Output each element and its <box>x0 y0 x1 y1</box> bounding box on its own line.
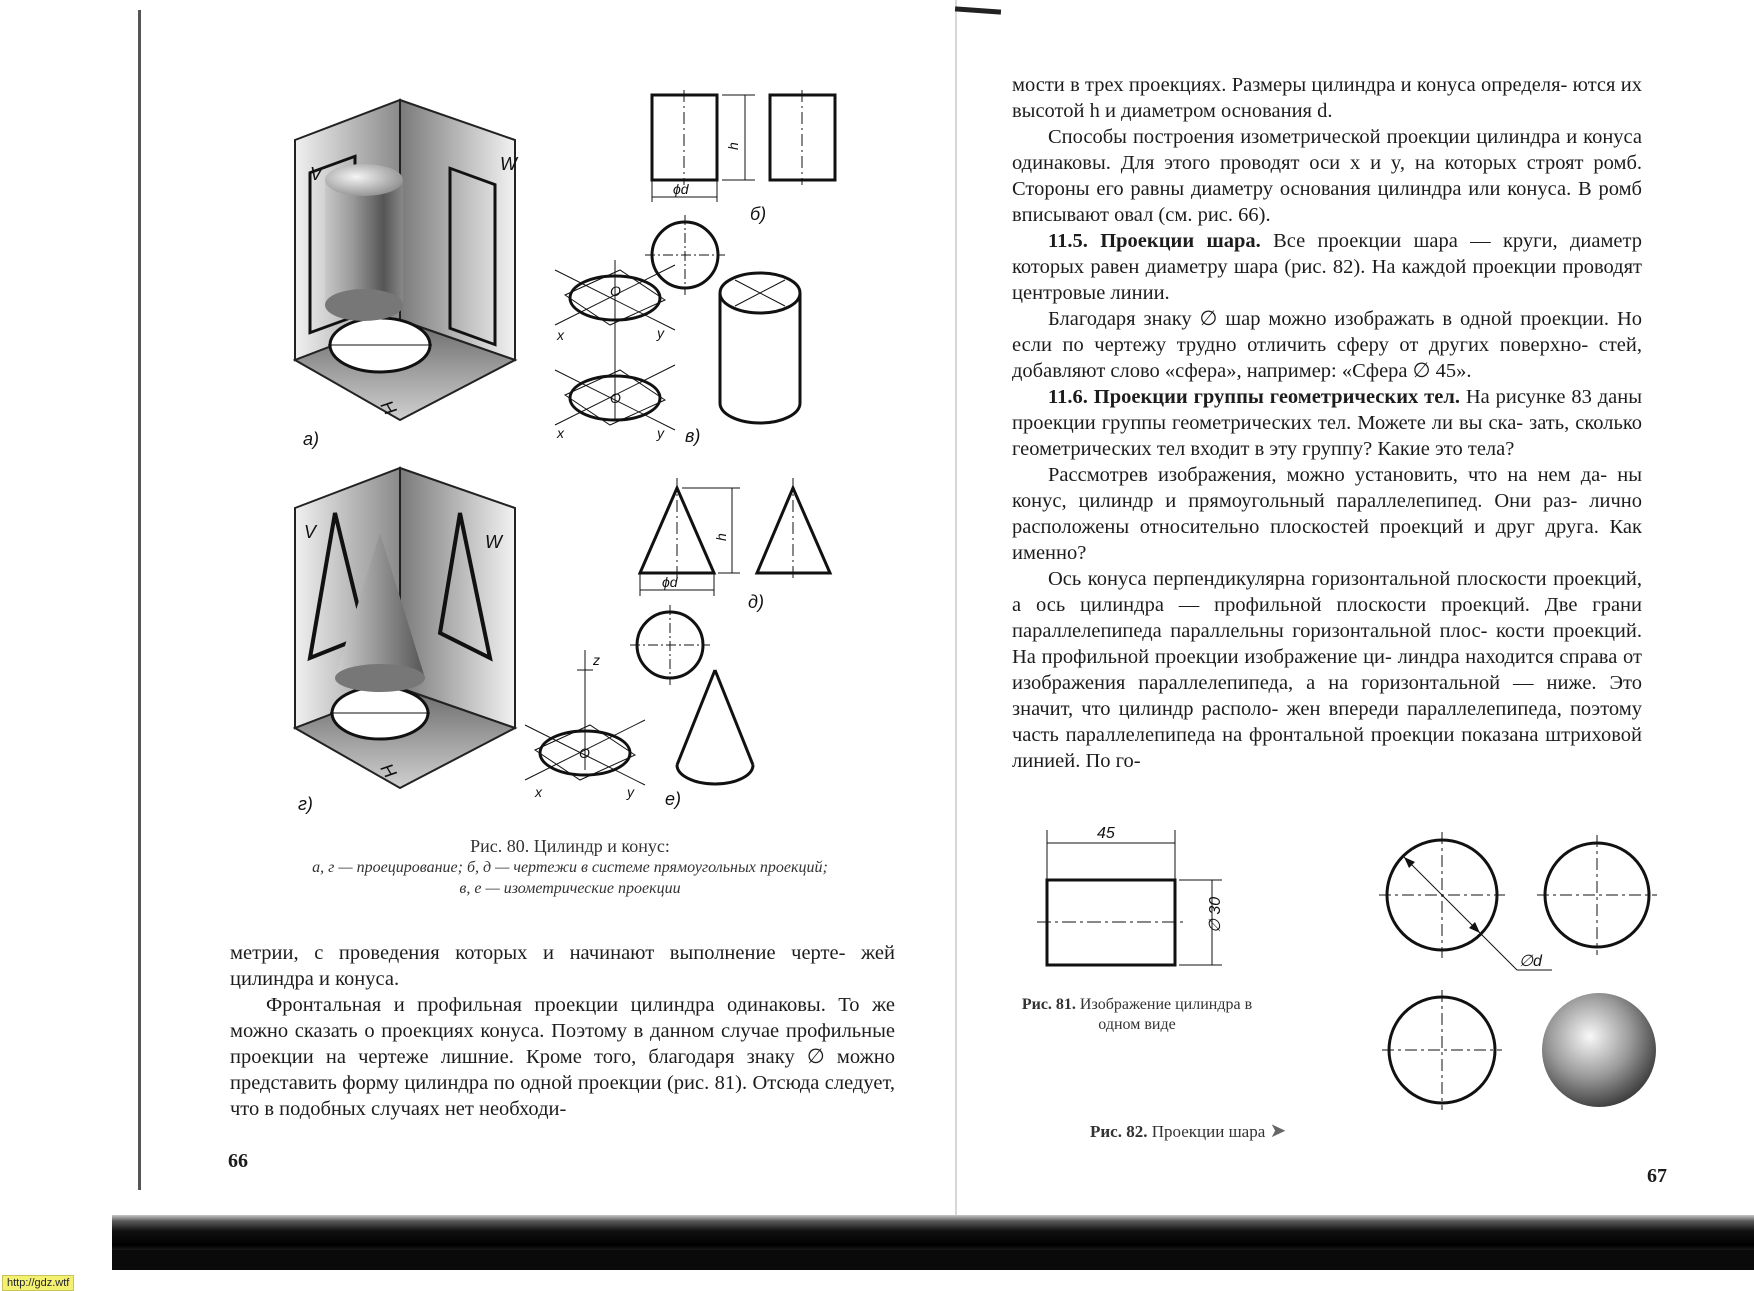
figure-v-label: в) <box>685 426 701 446</box>
axis-o-label-e: O <box>579 745 590 761</box>
axis-y-label-top: y <box>657 325 664 341</box>
figure-81-cylinder-one-view <box>1027 825 1257 975</box>
arrow-right-icon: ➤ <box>1269 1120 1287 1142</box>
dim-d-label: ϕd <box>673 181 689 197</box>
svg-text:а): а) <box>303 429 320 449</box>
figure-v-cylinder-isometric <box>545 220 825 450</box>
right-paragraph-2: Способы построения изометрической проекции цилиндра и конуса одинаковы. Для этого проводят оси x и y, на которых строят ромб. Стороны его равны диаметру основания цилиндра или конуса. В ромб вписывают овал (см. рис. 66). <box>1012 126 1642 226</box>
figure-g-cone-projection <box>290 468 530 798</box>
figure-a-label <box>303 425 343 455</box>
figure-d-cone-drawing <box>630 478 840 612</box>
right-paragraph-4: Благодаря знаку ∅ шар можно изображать в одной проекции. Но если по чертежу трудно отличить сферу от других поверхно- стей, добавляют слово «сфера», например: «Сфера ∅ 45». <box>1012 308 1642 382</box>
axis-z-label: z <box>593 652 600 668</box>
dim-d-label-d: ϕd <box>662 574 678 590</box>
dim-h-label: h <box>725 142 741 150</box>
figure-82-sphere-projections <box>1377 840 1677 1140</box>
dim-d-label-82: ∅d <box>1519 953 1542 970</box>
right-paragraph-6: Рассмотрев изображения, можно установить, что на нем да- ны конус, цилиндр и прямоугольный параллелепипед. Они раз- лично расположены относительно плоскостей проекций и друг друга. Как именно? <box>1012 464 1642 564</box>
watermark-link[interactable]: http://gdz.wtf <box>2 1275 74 1291</box>
right-paragraph-7: Ось конуса перпендикулярна горизонтальной плоскости проекций, а ось цилиндра — профильной плоскости проекций. Две грани параллелепипеда параллельны горизонтальной плос- кости проекций. На профильной проекции изображение ци- линдра находится справа от изображения параллелепипеда, а на горизонтальной — ниже. Это значит, что цилиндр располо- жен впереди параллелепипеда, поэтому часть параллелепипеда на фронтальной проекции показана штриховой линией. По го- <box>1012 568 1642 772</box>
axis-x-label-top: x <box>557 327 564 343</box>
dim-30-label: ∅ 30 <box>1207 896 1224 933</box>
figure-d-label: д) <box>748 592 764 612</box>
caption-81-text: Изображение цилиндра в одном виде <box>1075 996 1253 1033</box>
right-paragraph-1: мости в трех проекциях. Размеры цилиндра и конуса определя- ются их высотой h и диаметром основания d. <box>1012 74 1642 122</box>
axis-o-label-top: O <box>610 283 621 299</box>
dim-45-label: 45 <box>1097 825 1115 842</box>
axis-x-label-bottom: x <box>557 425 564 441</box>
plane-w-label-g: W <box>485 532 502 552</box>
left-body-text <box>230 940 895 1122</box>
figure-80-caption <box>220 836 920 899</box>
axis-y-label-bottom: y <box>657 425 664 441</box>
page-number-right: 67 <box>1647 1165 1667 1187</box>
figure-e-label: е) <box>665 789 682 809</box>
caption-82-text: Проекции шара <box>1147 1122 1266 1141</box>
axis-x-label-e: x <box>535 784 542 800</box>
caption-80-title: Рис. 80. Цилиндр и конус: <box>470 836 670 856</box>
right-paragraph-5 <box>1012 384 1642 462</box>
figure-b-cylinder-drawing <box>640 90 850 224</box>
right-body-text <box>1012 72 1642 774</box>
plane-v-label: V <box>310 164 323 184</box>
plane-h-label: H <box>376 397 401 419</box>
caption-80-line2: в, е — изометрические проекции <box>459 880 681 897</box>
caption-80-line1: а, г — проецирование; б, д — чертежи в системе прямоугольных проекций; <box>312 859 828 876</box>
figure-e-cone-isometric <box>525 605 805 815</box>
section-11-6-heading: 11.6. Проекции группы геометрических тел. <box>1048 386 1460 408</box>
figure-81-caption <box>1017 995 1257 1035</box>
plane-w-label: W <box>500 154 517 174</box>
section-11-5-text: Все проекции шара — круги, диаметр которых равен диаметру шара (рис. 82). На каждой проекции проводят центровые линии. <box>1012 230 1642 304</box>
figure-a-cylinder-projection <box>290 100 530 430</box>
axis-y-label-e: y <box>627 784 634 800</box>
right-page <box>957 0 1754 1210</box>
figure-b-label: б) <box>750 204 767 224</box>
scan-bottom-shadow <box>112 1250 1754 1270</box>
caption-82-title: Рис. 82. <box>1090 1122 1148 1141</box>
figure-82-caption <box>1090 1118 1286 1143</box>
plane-h-label-g: H <box>376 760 401 782</box>
figure-g-label <box>298 790 338 820</box>
right-paragraph-3 <box>1012 228 1642 306</box>
left-paragraph-2: Фронтальная и профильная проекции цилиндра одинаковы. То же можно сказать о проекциях конуса. Поэтому в данном случае профильные проекции на чертеже лишние. Кроме того, благодаря знаку ∅ можно представить форму цилиндра по одной проекции (рис. 81). Отсюда следует, что в подобных случаях нет необходи- <box>230 994 895 1120</box>
page-number-left: 66 <box>228 1150 248 1172</box>
axis-o-label-bottom: O <box>610 390 621 406</box>
left-paragraph-1: метрии, с проведения которых и начинают выполнение черте- жей цилиндра и конуса. <box>230 942 895 990</box>
dim-h-label-d: h <box>713 533 729 541</box>
section-11-6-text: На рисунке 83 даны проекции группы геометрических тел. Можете ли вы ска- зать, сколько геометрических тел входит в эту группу? Какие это тела? <box>1012 386 1642 460</box>
plane-v-label-g: V <box>304 522 317 542</box>
sphere-rendered <box>1542 993 1656 1107</box>
section-11-5-heading: 11.5. Проекции шара. <box>1048 230 1261 252</box>
svg-text:г): г) <box>298 794 313 814</box>
caption-81-title: Рис. 81. <box>1021 996 1076 1013</box>
